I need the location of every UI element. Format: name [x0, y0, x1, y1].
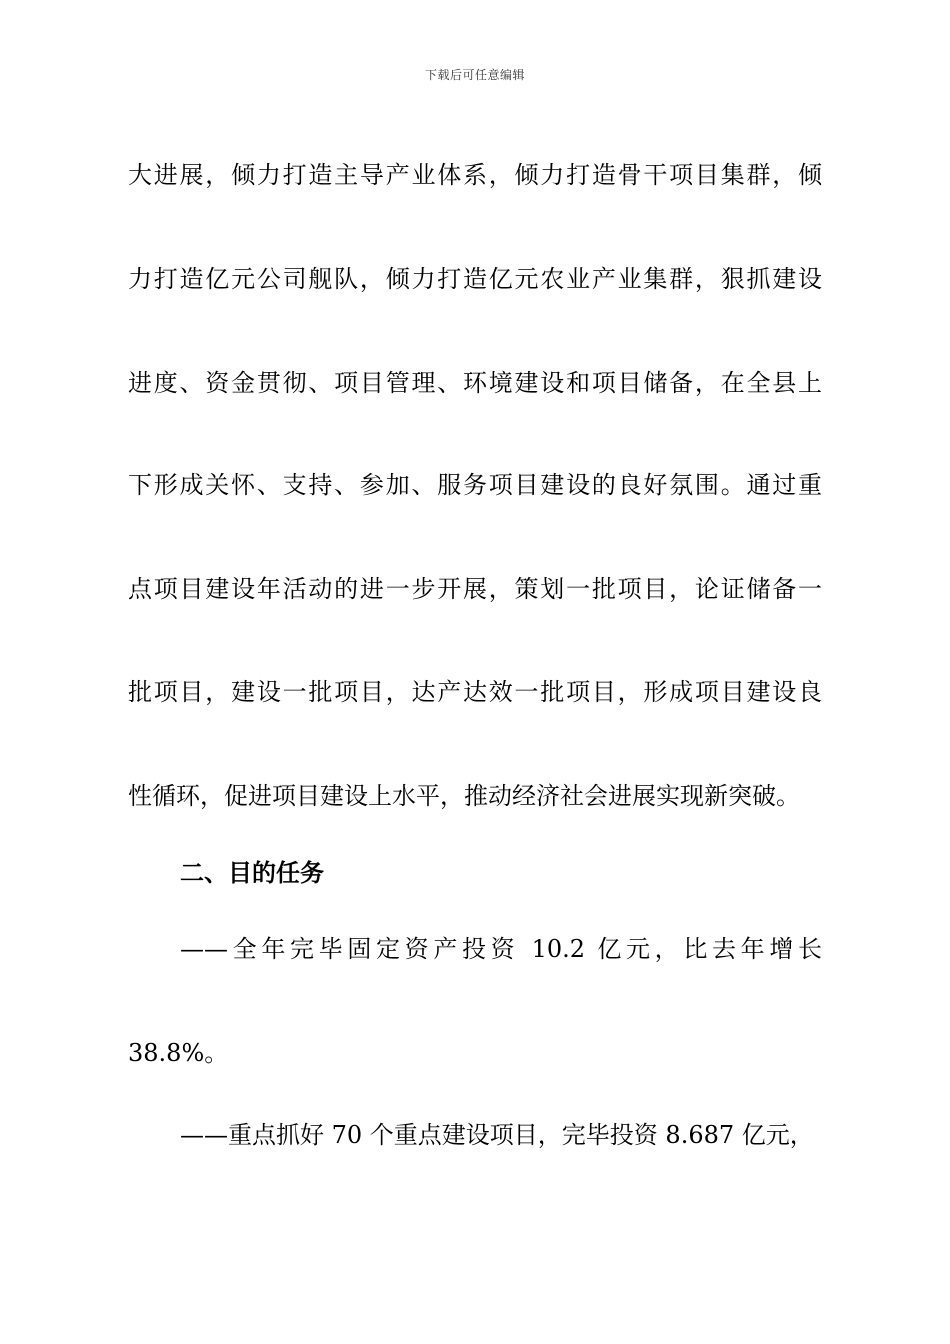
target-item-line: 38.8%。 — [128, 1039, 229, 1067]
paragraph-line: 力打造亿元公司舰队，倾力打造亿元农业产业集群，狠抓建设 — [128, 265, 822, 293]
paragraph-line: 大进展，倾力打造主导产业体系，倾力打造骨干项目集群，倾 — [128, 161, 822, 189]
paragraph-line: 批项目，建设一批项目，达产达效一批项目，形成项目建设良 — [128, 678, 822, 706]
page-header-note: 下载后可任意编辑 — [424, 68, 525, 82]
paragraph-line: 下形成关怀、支持、参加、服务项目建设的良好氛围。通过重 — [128, 471, 822, 499]
paragraph-line: 点项目建设年活动的进一步开展，策划一批项目，论证储备一 — [128, 575, 822, 603]
target-item-line: ——重点抓好 70 个重点建设项目，完毕投资 8.687 亿元， — [180, 1121, 814, 1149]
paragraph-line: 进度、资金贯彻、项目管理、环境建设和项目储备，在全县上 — [128, 369, 822, 397]
target-item-line: ——全年完毕固定资产投资 10.2 亿元，比去年增长 — [180, 935, 822, 963]
paragraph-line: 性循环，促进项目建设上水平，推动经济社会进展实现新突破。 — [128, 782, 800, 810]
section-heading: 二、目的任务 — [180, 858, 324, 887]
